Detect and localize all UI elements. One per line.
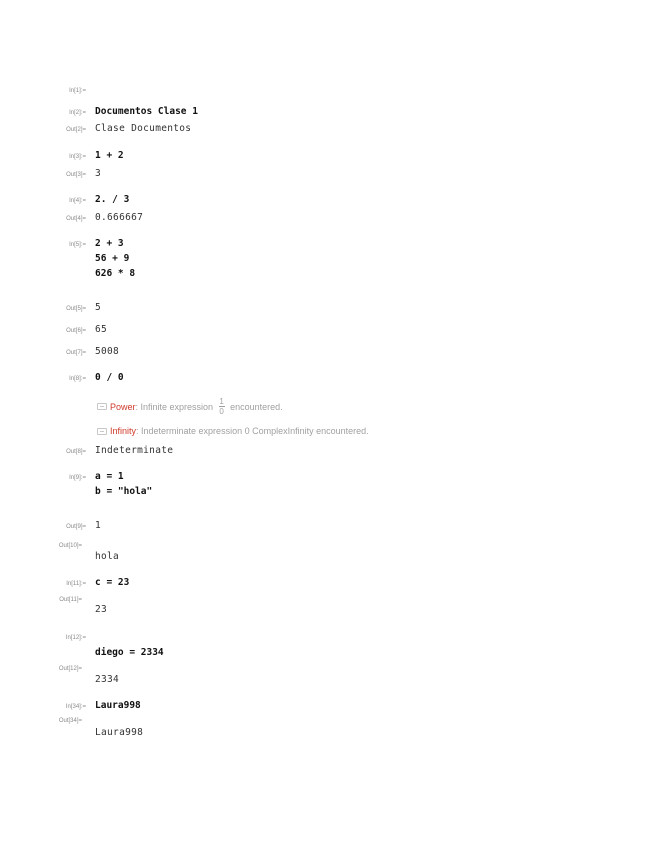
output-cell: 65: [95, 324, 108, 335]
message-text: : Infinite expression: [135, 401, 216, 412]
cell-label: Out[10]=: [58, 543, 82, 549]
message-power: [97, 397, 283, 416]
output-cell: hola: [95, 551, 120, 562]
message-infinity: [97, 425, 369, 437]
cell-label: Out[4]=: [66, 216, 86, 222]
cell-label: Out[11]=: [59, 597, 82, 603]
input-cell[interactable]: Documentos Clase 1: [95, 106, 198, 117]
cell-label: In[3]:=: [69, 154, 86, 160]
cell-label: In[34]:=: [65, 704, 86, 710]
fraction-denominator: 0: [219, 407, 224, 416]
output-cell: 0.666667: [95, 212, 144, 223]
output-cell: 3: [95, 168, 102, 179]
message-symbol-link[interactable]: Power: [110, 401, 136, 412]
cell-label: Out[2]=: [66, 127, 86, 133]
fraction: [219, 397, 225, 416]
output-cell: 2334: [95, 674, 120, 685]
output-cell: Clase Documentos: [95, 123, 192, 134]
cell-label: Out[8]=: [66, 449, 86, 455]
message-text: : Indeterminate expression 0 ComplexInfinity encountered.: [136, 426, 369, 436]
input-cell[interactable]: 1 + 2: [95, 150, 124, 161]
cell-label: Out[12]=: [58, 666, 82, 672]
input-cell[interactable]: 0 / 0: [95, 372, 124, 383]
message-text: encountered.: [227, 401, 283, 412]
input-cell-line[interactable]: a = 1: [95, 471, 124, 482]
cell-label: In[12]:=: [65, 635, 86, 641]
input-cell[interactable]: c = 23: [95, 577, 130, 588]
cell-label: Out[6]=: [66, 328, 86, 334]
message-menu-icon[interactable]: [97, 403, 107, 410]
message-symbol-link[interactable]: Infinity: [110, 426, 137, 436]
cell-label: Out[5]=: [66, 306, 86, 312]
input-cell[interactable]: diego = 2334: [95, 647, 164, 658]
output-cell: Laura998: [95, 727, 144, 738]
cell-label: In[5]:=: [69, 242, 86, 248]
cell-label: In[4]:=: [69, 198, 86, 204]
output-cell: 5008: [95, 346, 120, 357]
cell-label: Out[3]=: [66, 172, 86, 178]
input-cell[interactable]: 2. / 3: [95, 194, 130, 205]
input-cell-line[interactable]: 2 + 3: [95, 238, 124, 249]
output-cell: 23: [95, 604, 108, 615]
output-cell: 5: [95, 302, 102, 313]
cell-label: In[1]:=: [69, 88, 86, 94]
cell-label: Out[9]=: [66, 524, 86, 530]
cell-label: Out[34]=: [58, 718, 82, 724]
cell-label: Out[7]=: [66, 350, 86, 356]
message-menu-icon[interactable]: [97, 428, 107, 435]
cell-label: In[2]:=: [69, 110, 86, 116]
cell-label: In[8]:=: [69, 376, 86, 382]
input-cell-line[interactable]: b = "hola": [95, 486, 153, 497]
fraction-numerator: 1: [219, 397, 224, 406]
cell-label: In[9]:=: [69, 475, 86, 481]
input-cell-line[interactable]: 626 * 8: [95, 268, 136, 279]
input-cell-line[interactable]: 56 + 9: [95, 253, 130, 264]
cell-label: In[11]:=: [66, 581, 86, 587]
output-cell: 1: [95, 520, 102, 531]
output-cell: Indeterminate: [95, 445, 174, 456]
input-cell[interactable]: Laura998: [95, 700, 141, 711]
